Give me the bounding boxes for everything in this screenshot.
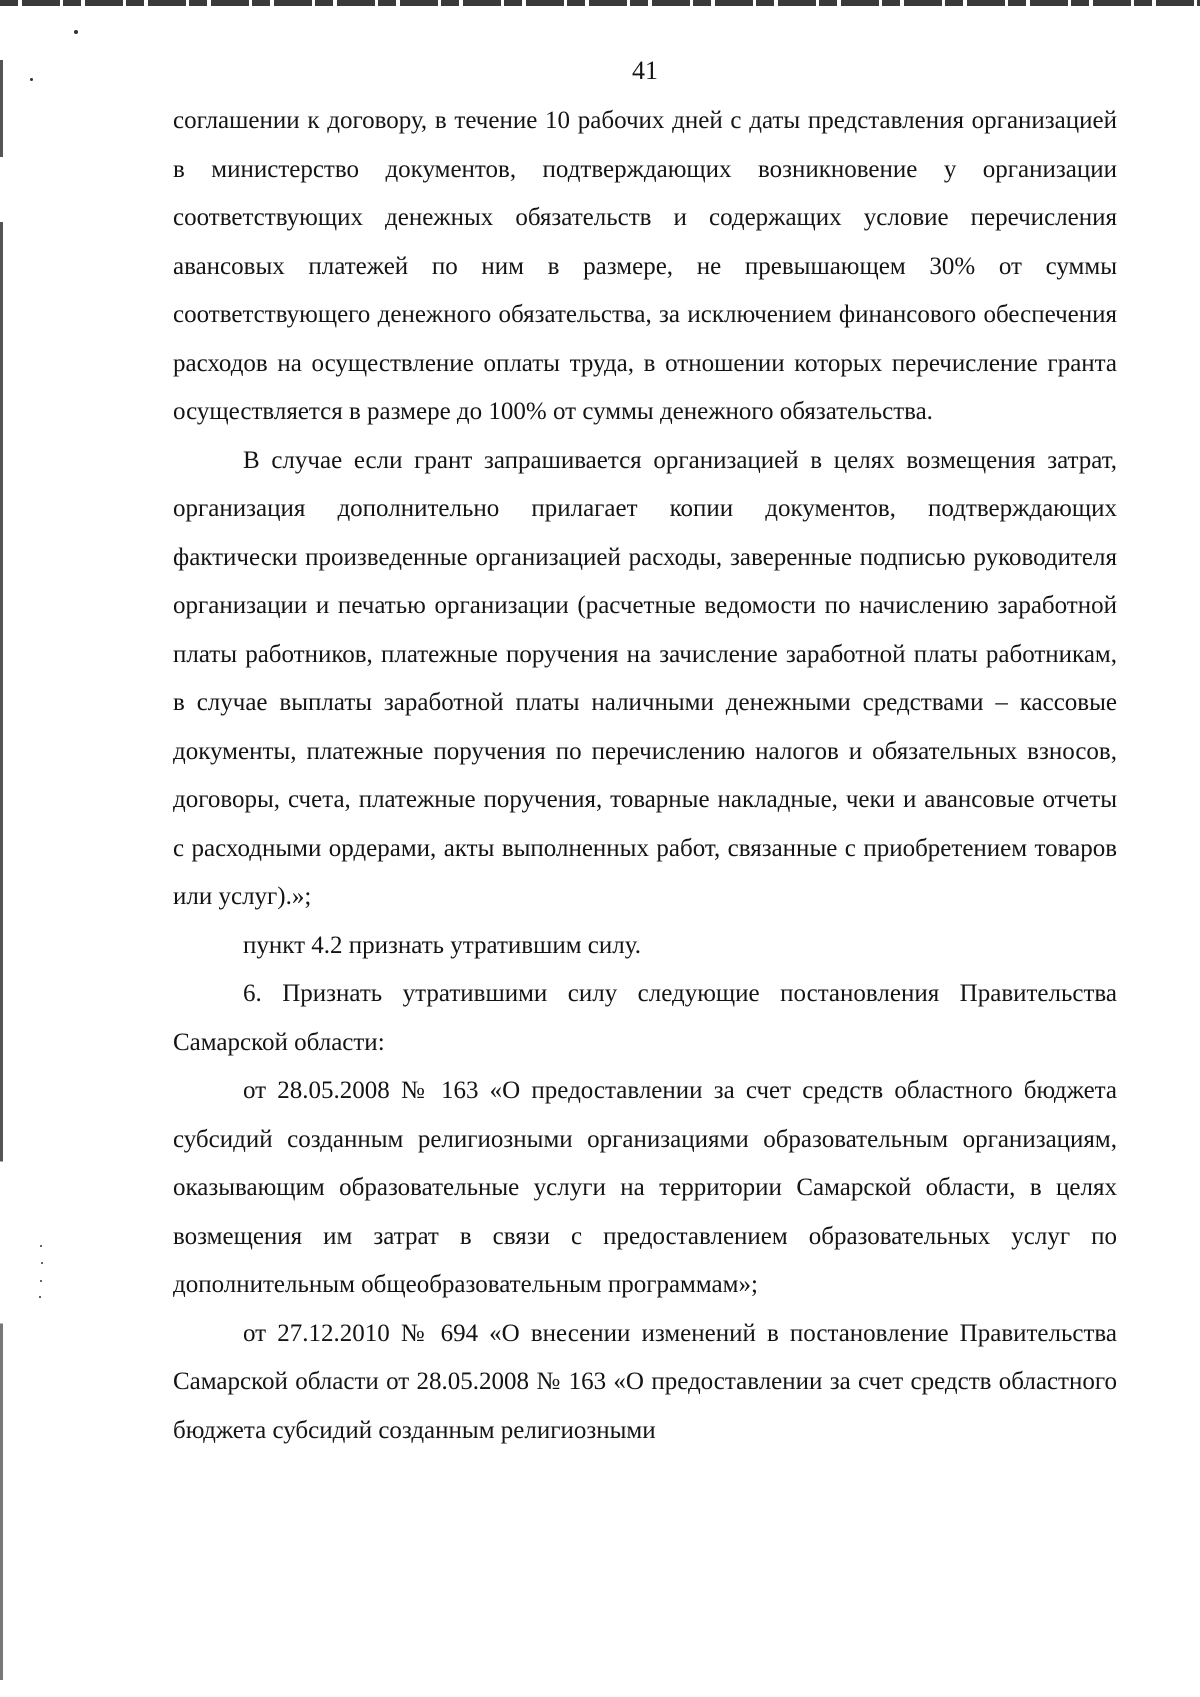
paragraph: 6. Признать утратившими силу следующие постановления Правительства Самарской области: <box>173 980 1117 1056</box>
scan-speck <box>40 1245 42 1247</box>
scan-speck <box>40 1280 42 1282</box>
document-body <box>173 97 1117 1455</box>
paragraph: от 27.12.2010 № 694 «О внесении изменений в постановление Правительства Самарской области от 28.05.2008 № 163 «О предоставлении за счет средств областного бюджета субсидий созданным религиозными <box>173 1319 1117 1444</box>
scan-speck <box>30 78 33 81</box>
scan-top-edge <box>0 0 1200 6</box>
scan-speck <box>41 1262 43 1264</box>
scan-left-edge <box>0 60 3 1680</box>
paragraph: от 28.05.2008 № 163 «О предоставлении за счет средств областного бюджета субсидий созданным религиозными организациями образовательным организациям, оказывающим образовательные услуги на территории Самарской области, в целях возмещения им затрат в связи с предоставлением образовательных услуг по дополнительным общеобразовательным программам»; <box>173 1077 1117 1298</box>
paragraph: соглашении к договору, в течение 10 рабочих дней с даты представления организацией в министерство документов, подтверждающих возникновение у организации соответствующих денежных обязательств и содержащих условие перечисления авансовых платежей по ним в размере, не превышающем 30% от суммы соответствующего денежного обязательства, за исключением финансового обеспечения расходов на осуществление оплаты труда, в отношении которых перечисление гранта осуществляется в размере до 100% от суммы денежного обязательства. <box>173 107 1117 425</box>
paragraph: В случае если грант запрашивается организацией в целях возмещения затрат, организация дополнительно прилагает копии документов, подтверждающих фактически произведенные организацией расходы, заверенные подписью руководителя организации и печатью организации (расчетные ведомости по начислению заработной платы работников, платежные поручения на зачисление заработной платы работникам, в случае выплаты заработной платы наличными денежными средствами – кассовые документы, платежные поручения по перечислению налогов и обязательных взносов, договоры, счета, платежные поручения, товарные накладные, чеки и авансовые отчеты с расходными ордерами, акты выполненных работ, связанные с приобретением товаров или услуг).»; <box>173 446 1117 910</box>
page-number: 41 <box>632 56 658 85</box>
scan-speck <box>74 30 78 34</box>
scan-speck <box>39 1296 41 1298</box>
paragraph: пункт 4.2 признать утратившим силу. <box>243 931 641 959</box>
